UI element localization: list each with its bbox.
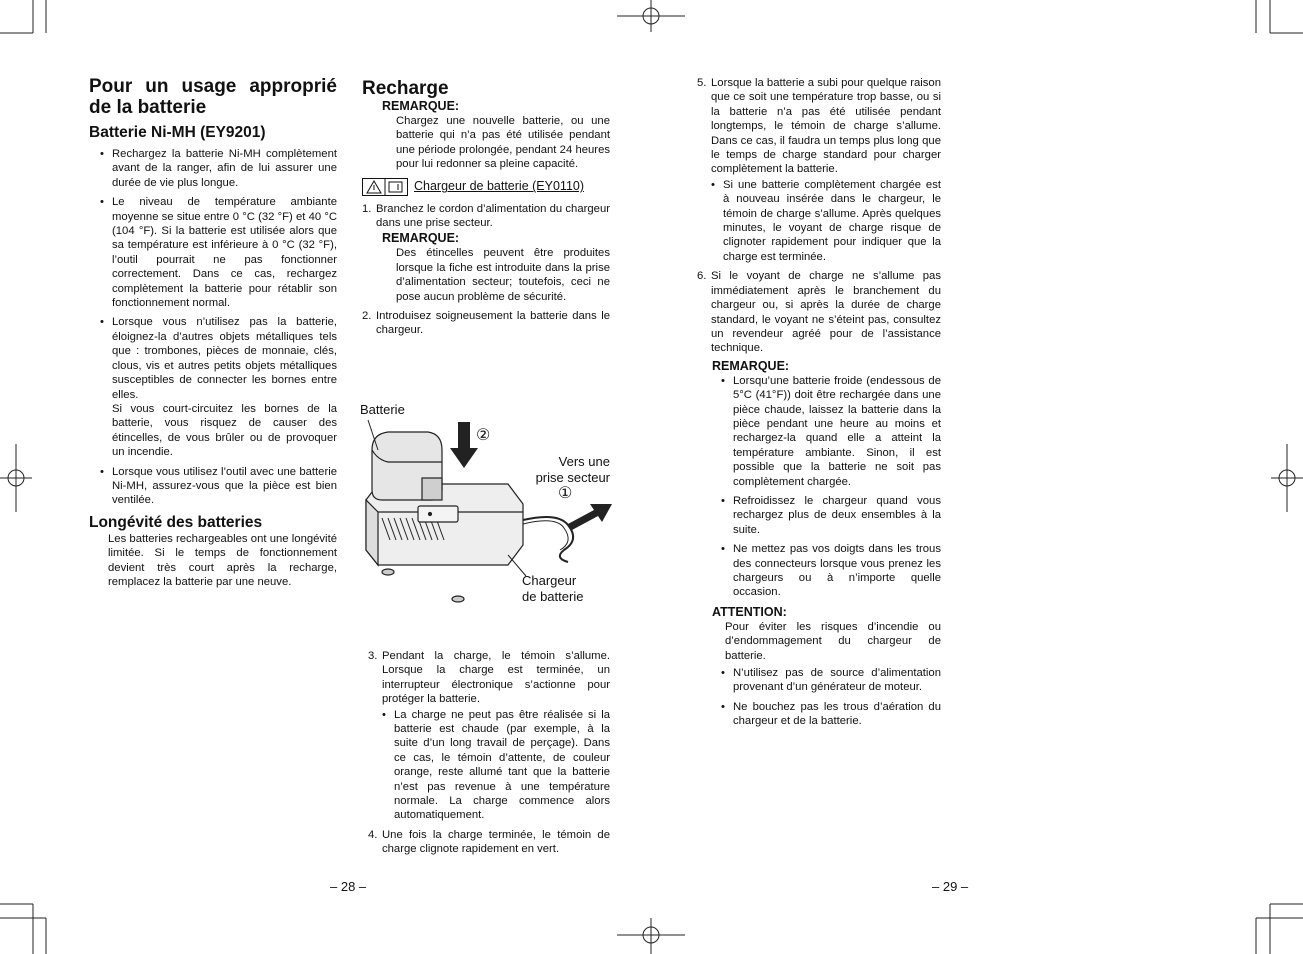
middle-steps-bottom — [368, 649, 610, 862]
list-item: • Refroidissez le chargeur quand vous rechargez plus de deux ensembles à la suite. — [721, 494, 941, 536]
right-column — [697, 76, 941, 734]
list-item: 1. Branchez le cordon d’alimentation du chargeur dans une prise secteur. — [362, 202, 610, 230]
left-column — [89, 76, 337, 589]
attention-label: ATTENTION: — [712, 604, 787, 619]
list-item: • N’utilisez pas de source d’alimentation provenant d’un générateur de moteur. — [721, 667, 941, 694]
section-title-usage: Pour un usage approprié de la batterie — [89, 76, 337, 118]
attention-text: Pour éviter les risques d’incendie ou d’endommagement du chargeur de batterie. — [725, 620, 941, 662]
page-number-left: – 28 – — [330, 879, 367, 894]
section-title-recharge: Recharge — [362, 78, 449, 99]
list-item: 3. Pendant la charge, le témoin s’allume. Lorsque la charge est terminée, un interrupteur électronique s’actionne pour protéger la batterie. — [368, 650, 610, 706]
marker-1: ① — [558, 485, 573, 502]
list-item: • Ne mettez pas vos doigts dans les trous des connecteurs lorsque vous prenez les chargeurs ou à n’importe quelle occasion. — [721, 543, 941, 599]
list-item: • La charge ne peut pas être réalisée si la batterie est chaude (par exemple, à la suite d’un long travail de perçage). Dans ce cas, le témoin d’attente, de couleur orange, reste allumé tant que la batterie n’est pas revenue à une température normale. La charge commence alors automatiquement. — [382, 708, 610, 822]
charger-caption-row — [362, 178, 610, 196]
note-label: REMARQUE: — [382, 99, 460, 113]
list-item: • Rechargez la batterie Ni-MH complètement avant de la ranger, afin de lui assurer une durée de vie plus longue. — [100, 148, 337, 189]
list-item: • Si une batterie complètement chargée est à nouveau insérée dans le chargeur, le témoin de charge s’allume. Après quelques minutes, le voyant de charge risque de clignoter rapidement pour indiquer que la charge est terminée. — [711, 178, 941, 263]
warning-icon — [362, 178, 408, 196]
list-item: 6. Si le voyant de charge ne s’allume pas immédiatement après le branchement du chargeur ou, si après la durée de charge standard, le voyant ne s’éteint pas, consultez un revendeur agréé pour de l’assistance technique. — [697, 270, 941, 355]
note-text: Chargez une nouvelle batterie, ou une batterie qui n’a pas été utilisée pendant une période prolongée, pendant 24 heures pour lui redonner sa pleine capacité. — [396, 115, 610, 171]
list-item: 5. Lorsque la batterie a subi pour quelque raison que ce soit une température trop basse, ou si la batterie n’a pas été utilisée pendant longtemps, le témoin de charge s’allume. Dans ce cas, il faudra un temps plus long que le temps de charge standard pour charger complètement la batterie. — [697, 77, 941, 176]
list-item: • Lorsque vous utilisez l’outil avec une batterie Ni-MH, assurez-vous que la pièce est bien ventilée. — [100, 465, 337, 507]
subtitle-battery: Batterie Ni-MH (EY9201) — [89, 124, 266, 141]
page-number-right: – 29 – — [932, 879, 969, 894]
list-item: • Lorsqu’une batterie froide (endessous de 5°C (41°F)) doit être rechargée dans une pièce chaude, laissez la batterie dans la pièce pendant une heure au moins et rechargez-la quand elle a atteint la température ambiante. Sinon, il est possible que la batterie ne soit pas complètement chargée. — [721, 374, 941, 488]
list-item: • Ne bouchez pas les trous d’aération du chargeur et de la batterie. — [721, 700, 941, 728]
label-outlet: Vers une prise secteur — [535, 454, 610, 485]
outlet-arrow — [568, 504, 612, 530]
list-item: 4. Une fois la charge terminée, le témoin de charge clignote rapidement en vert. — [368, 828, 610, 856]
label-battery: Batterie — [360, 402, 405, 417]
note-label: REMARQUE: — [382, 231, 460, 246]
list-item: 2. Introduisez soigneusement la batterie dans le chargeur. — [362, 310, 610, 337]
label-charger: Chargeur de batterie — [522, 573, 584, 604]
charger-caption: Chargeur de batterie (EY0110) — [414, 179, 585, 194]
longevity-text: Les batteries rechargeables ont une longévité limitée. Si le temps de fonctionnement devient très court après la recharge, remplacez la batterie par une neuve. — [108, 532, 337, 588]
subtitle-longevity: Longévité des batteries — [89, 513, 263, 531]
insert-arrow — [450, 422, 478, 468]
note-text: Des étincelles peuvent être produites lorsque la fiche est introduite dans la prise d’alimentation secteur; toutefois, ceci ne pose aucun problème de sécurité. — [396, 247, 610, 303]
marker-2: ② — [476, 427, 491, 444]
list-item: • Le niveau de température ambiante moyenne se situe entre 0 °C (32 °F) et 40 °C (104 °F). Si la batterie est utilisée alors que sa température est inférieure à 0 °C (32 °F), l’outil pourrait ne pas fonctionner correctement. Dans ce cas, rechargez complètement la batterie pour rétablir son fonctionnement normal. — [100, 196, 337, 310]
note-label: REMARQUE: — [712, 358, 790, 373]
list-item: • Lorsque vous n’utilisez pas la batterie, éloignez-la d’autres objets métalliques tels que : trombones, pièces de monnaie, clés, clous, vis et autres petits objets métalliques susceptibles de connecter les bornes entre elles. Si vous court-circuitez les bornes de la batterie, vous risquez de causer des étincelles, de vous brûler ou de provoquer un incendie. — [100, 316, 337, 459]
charger-figure — [358, 400, 618, 610]
middle-column — [362, 78, 610, 343]
